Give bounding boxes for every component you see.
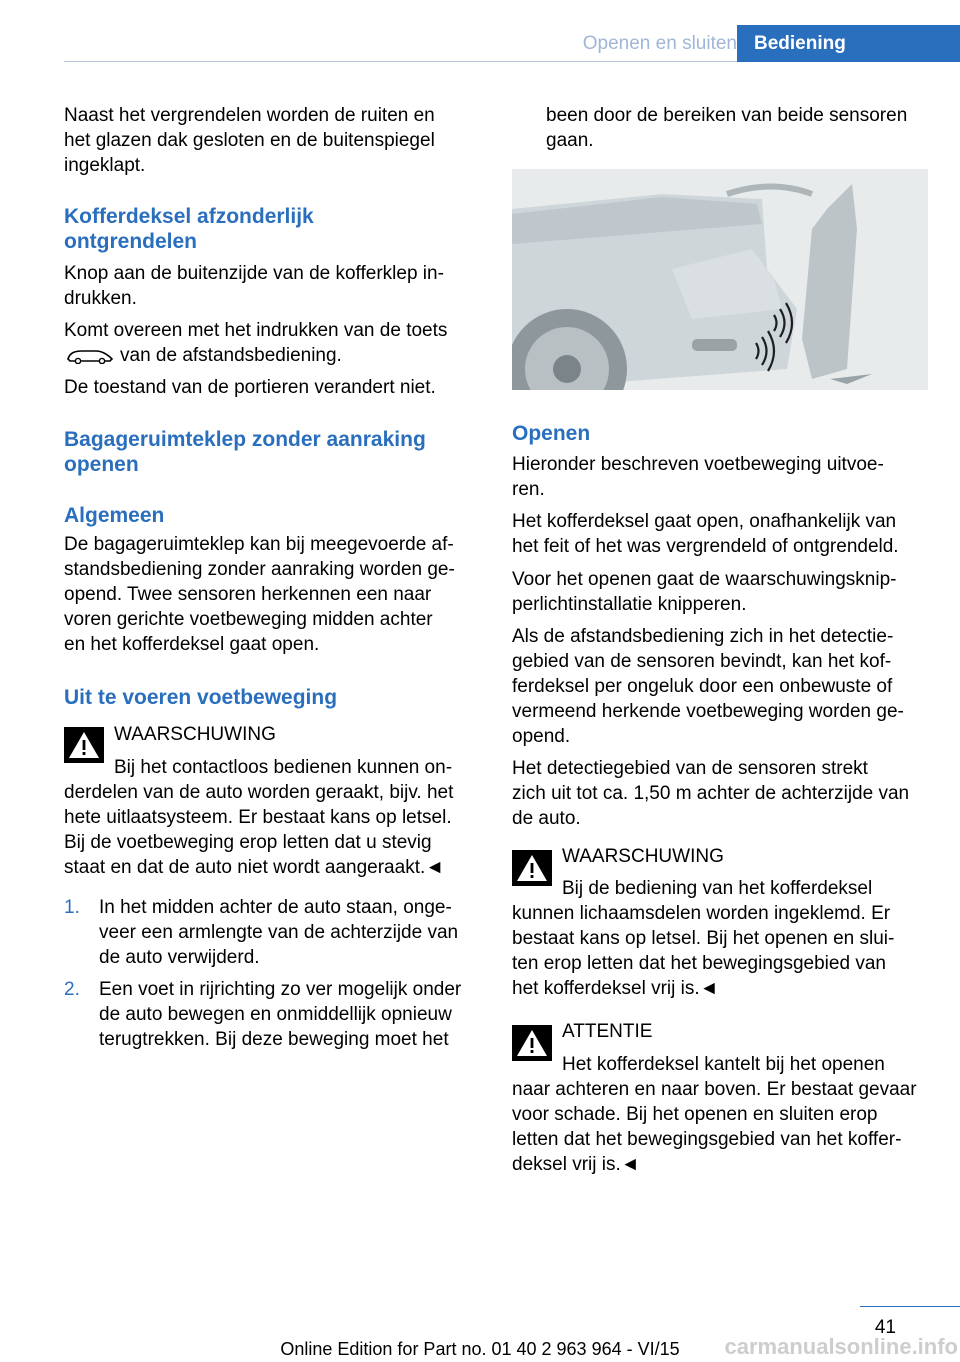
heading-kofferdeksel: Kofferdeksel afzonderlijk ontgrendelen	[64, 205, 314, 253]
list-item-text: In het midden achter de auto staan, onge- veer een armlengte van de achterzijde van de auto verwijderd.	[99, 897, 459, 968]
heading-algemeen: Algemeen	[64, 504, 165, 527]
continued-paragraph: been door de bereiken van beide sensoren gaan.	[546, 105, 908, 151]
footer-rule	[860, 1306, 960, 1307]
header-tab-label: Bediening	[754, 33, 846, 54]
paragraph-knop: Knop aan de buitenzijde van de kofferklep in- drukken.	[64, 263, 444, 309]
car-key-icon	[66, 346, 114, 364]
attention-text: Het kofferdeksel kantelt bij het openen naar achteren en naar boven. Er bestaat gevaar voor schade. Bij het openen en sluiten erop letten dat het bewegingsgebied van het koffer- deksel vrij is.◄	[512, 1054, 917, 1175]
warning-title: WAARSCHUWING	[114, 724, 276, 745]
paragraph-komt-overeen: Komt overeen met het indrukken van de toets van de afstandsbediening.	[64, 320, 448, 366]
paragraph-knipperen: Voor het openen gaat de waarschuwingsknip- perlichtinstallatie knipperen.	[512, 569, 897, 615]
paragraph-bereik: Het detectiegebied van de sensoren strekt zich uit tot ca. 1,50 m achter de achterzijde van de auto.	[512, 758, 910, 829]
list-number: 2.	[64, 979, 80, 1000]
paragraph-voetbeweging: Hieronder beschreven voetbeweging uitvoe- ren.	[512, 454, 884, 500]
warning-text: Bij het contactloos bedienen kunnen on- derdelen van de auto worden geraakt, bijv. het hete uitlaatsysteem. Er bestaat kans op letsel. Bij de voetbeweging erop letten dat u stevig staat en dat de auto niet wordt aangeraakt.◄	[64, 757, 454, 878]
header-section-title: Openen en sluiten	[582, 33, 737, 54]
paragraph-detectiegebied: Als de afstandsbediening zich in het detectie- gebied van de sensoren bevindt, kan het kof- ferdeksel per ongeluk door een onbewuste of vermeend herkende voetbeweging worden ge- opend.	[512, 626, 904, 747]
car-trunk-illustration	[512, 169, 928, 390]
heading-bagageruimteklep: Bagageruimteklep zonder aanraking openen	[64, 428, 426, 476]
paragraph-algemeen: De bagageruimteklep kan bij meegevoerde af- standsbediening zonder aanraking worden ge- opend. Twee sensoren herkennen een naar voren gerichte voetbeweging midden achter en het kofferdeksel gaat open.	[64, 534, 455, 655]
heading-openen: Openen	[512, 422, 591, 445]
list-number: 1.	[64, 897, 80, 918]
heading-voetbeweging: Uit te voeren voetbeweging	[64, 686, 338, 709]
paragraph-toestand: De toestand van de portieren verandert niet.	[64, 377, 436, 398]
watermark: carmanualsonline.info	[724, 1334, 958, 1359]
paragraph-kofferdeksel-open: Het kofferdeksel gaat open, onafhankelijk van het feit of het was vergrendeld of ontgrendeld.	[512, 511, 899, 557]
warning-text: Bij de bediening van het kofferdeksel kunnen lichaamsdelen worden ingeklemd. Er bestaat kans op letsel. Bij het openen en slui- ten erop letten dat het bewegingsgebied van het kofferdeksel vrij is.◄	[512, 878, 895, 999]
footer-edition: Online Edition for Part no. 01 40 2 963 964 - VI/15	[280, 1339, 680, 1359]
list-item-text: Een voet in rijrichting zo ver mogelijk onder de auto bewegen en onmiddellijk opnieuw terugtrekken. Bij deze beweging moet het	[99, 979, 462, 1050]
page-number: 41	[874, 1317, 896, 1338]
attention-title: ATTENTIE	[562, 1021, 653, 1042]
intro-paragraph: Naast het vergrendelen worden de ruiten en het glazen dak gesloten en de buitenspiegel ingeklapt.	[64, 105, 435, 176]
header-tab	[737, 25, 960, 62]
warning-title: WAARSCHUWING	[562, 846, 724, 867]
